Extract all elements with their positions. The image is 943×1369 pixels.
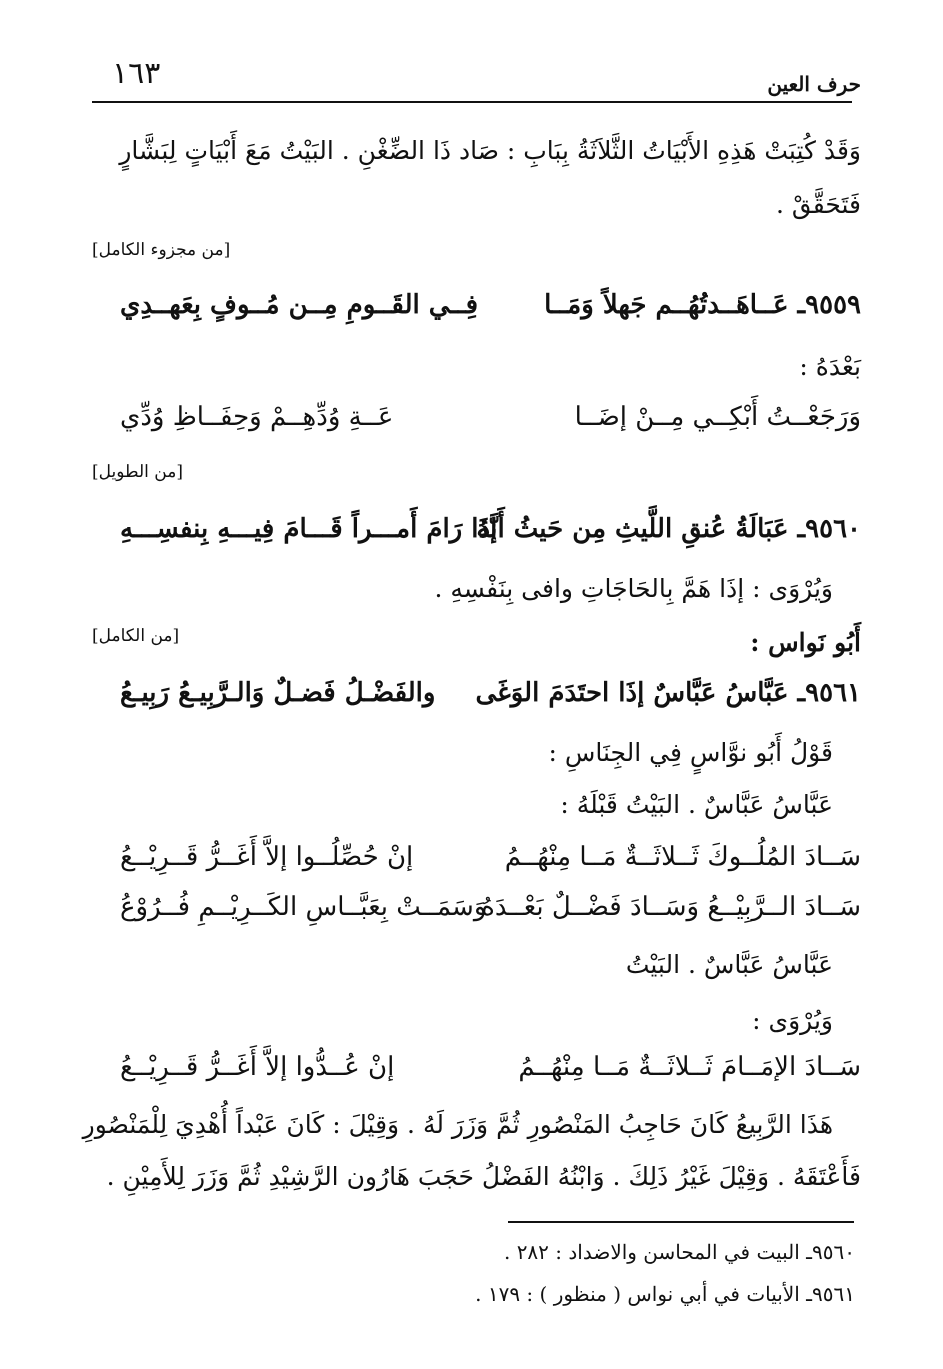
verse-9559b-first-hemistich: وَرَجَعْــتُ أَبْكِــي مِــنْ إضَــا: [574, 402, 861, 432]
verse-9561c-first-hemistich: سَــادَ الإمَــامَ ثَــلاثَــةٌ مَــا مِنْهُــمُ: [518, 1052, 861, 1082]
verse-9561a-second-hemistich: إنْ حُصِّلُــوا إلاَّ أَغَــرُّ قَــرِيْــعُ: [120, 842, 414, 872]
footnote-9561: ٩٥٦١ـ الأبيات في أبي نواس ( منظور ) : ١٧٩ .: [475, 1282, 855, 1306]
note-9561-2: عَبَّاسُ عَبَّاسٌ . البَيْتُ قَبْلَهُ :: [560, 790, 833, 819]
footnote-rule: [508, 1221, 854, 1223]
note-9561-4: وَيُرْوَى :: [752, 1006, 833, 1035]
verse-9560-first-hemistich: ٩٥٦٠ـ عَبَالَةُ عُنقِ اللَّيثِ مِن حَيثُ أَنَّهُ: [476, 514, 861, 544]
verse-9561c-second-hemistich: إنْ عُــدُّوا إلاَّ أَغَــرُّ قَــرِيْــعُ: [120, 1052, 395, 1082]
intro-line-2: فَتَحَقَّقْ .: [775, 190, 861, 219]
verse-9561b-first-hemistich: سَــادَ الــرَّبِيْــعُ وَسَــادَ فَضْــلٌ بَعْــدَهُ: [481, 892, 861, 922]
intro-line-1: وَقَدْ كُتِبَتْ هَذِهِ الأَبْيَاتُ الثَّلاَثَةُ بِبَابِ : صَاد ذَا الضِّغْنِ . البَيْتُ مَعَ أَبْيَاتٍ لِبَشَّارٍ: [119, 136, 861, 165]
verse-9559-first-hemistich: ٩٥٥٩ـ عَــاهَــدتُهُــم جَهلاً وَمَــا: [544, 290, 861, 320]
header-rule: [92, 101, 852, 103]
meter-label-9560: [من الطويل]: [92, 462, 183, 482]
page-number: ١٦٣: [112, 56, 161, 91]
meter-label-9559: [من مجزوء الكامل]: [92, 240, 231, 260]
verse-9561a-first-hemistich: سَــادَ المُلُــوكَ ثَــلاثَــةٌ مَــا مِنْهُــمُ: [504, 842, 861, 872]
verse-9559-second-hemistich: فِــي القَــومِ مِــن مُــوفٍ بِعَهــدِي: [120, 290, 479, 320]
note-9559: بَعْدَهُ :: [799, 352, 861, 381]
verse-9559b-second-hemistich: عَــةِ وُدِّهِــمْ وَحِفَــاظِ وُدِّي: [120, 402, 394, 432]
closing-line-2: فَأَعْتَقَهُ . وَقِيْلَ غَيْرُ ذَلِكَ . وَابْنُهُ الفَضْلُ حَجَبَ هَارُون الرَّشِيْدِ ثُمَّ وَزَرَ لِلأَمِيْنِ .: [106, 1162, 861, 1191]
poet-name: أَبُو نَواس :: [750, 628, 861, 657]
note-9560: وَيُرْوَى : إذَا هَمَّ بِالحَاجَاتِ وافى بِنَفْسِهِ .: [434, 574, 833, 603]
meter-label-9561: [من الكامل]: [92, 626, 180, 646]
chapter-title: حرف العين: [767, 72, 861, 96]
footnote-9560: ٩٥٦٠ـ البيت في المحاسن والاضداد : ٢٨٢ .: [503, 1240, 855, 1264]
verse-9561-second-hemistich: والفَضْـلُ فَضـلٌ وَالـرَّبِيـعُ رَبِيـعُ: [120, 678, 436, 708]
verse-9560-second-hemistich: إذَا رَامَ أَمـــراً قَـــامَ فِيـــهِ بِنفسِـــهِ: [120, 514, 498, 544]
note-9561-1: قَوْلُ أَبُو نوَّاسٍ فِي الجِنَاسِ :: [548, 738, 833, 767]
verse-9561b-second-hemistich: وَسَمَــتْ بِعَبَّــاسِ الكَــرِيْــمِ فُــرُوْعُ: [120, 892, 487, 922]
note-9561-3: عَبَّاسُ عَبَّاسٌ . البَيْتُ: [625, 950, 833, 979]
closing-line-1: هَذَا الرَّبِيعُ كَانَ حَاجِبُ المَنْصُورِ ثُمَّ وَزَرَ لَهُ . وَقِيْلَ : كَانَ عَبْداً أُهْدِيَ لِلْمَنْصُورِ: [82, 1110, 833, 1139]
verse-9561-first-hemistich: ٩٥٦١ـ عَبَّاسُ عَبَّاسٌ إذَا احتَدَمَ الوَغَى: [475, 678, 861, 708]
